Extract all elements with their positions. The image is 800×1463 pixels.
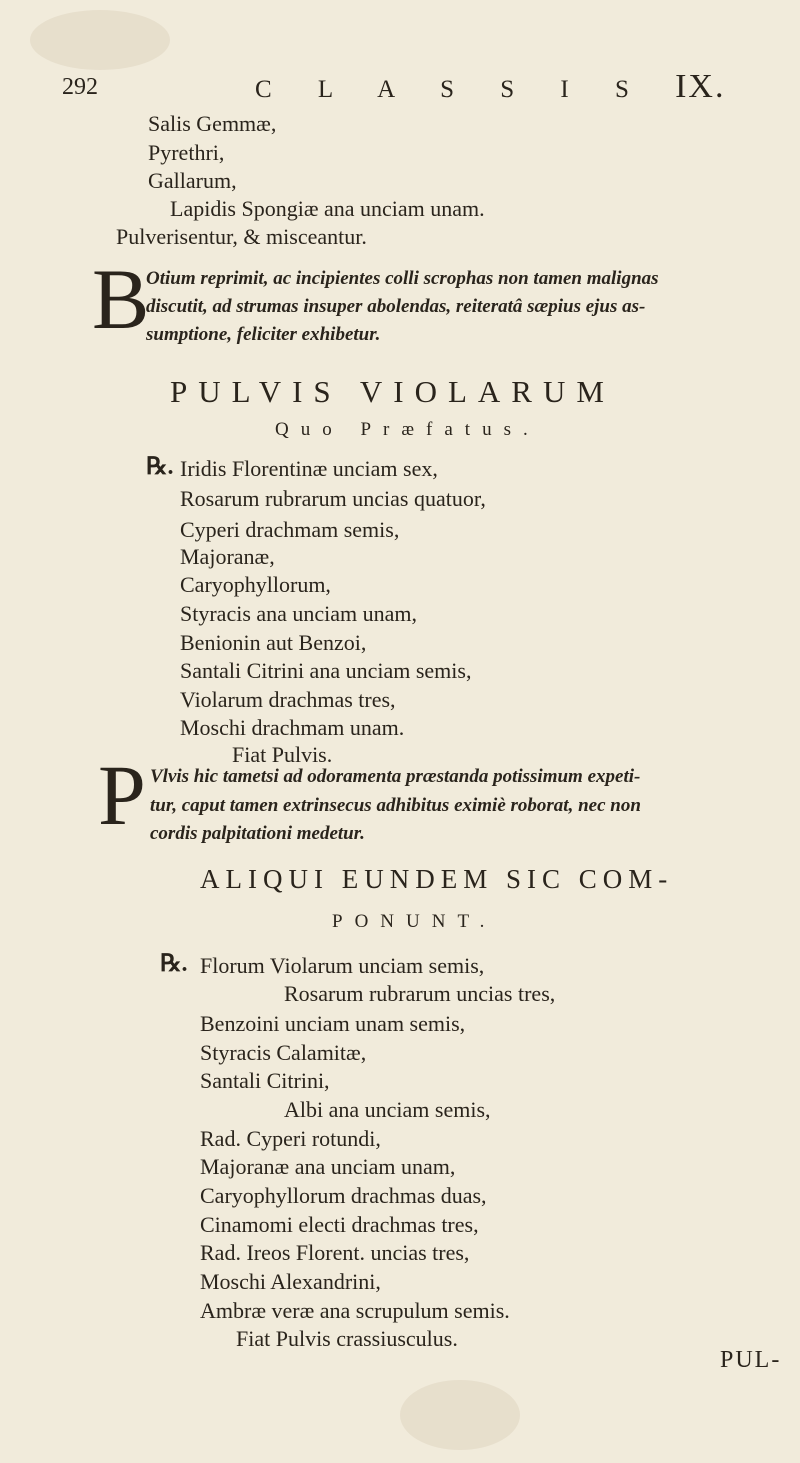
recipe3-item: Moschi Alexandrini, xyxy=(200,1269,381,1294)
note2-line: cordis palpitationi medetur. xyxy=(150,823,365,844)
list1-item: Salis Gemmæ, xyxy=(148,111,277,136)
recipe3-item: Majoranæ ana unciam unam, xyxy=(200,1154,456,1179)
note2-line: tur, caput tamen extrinsecus adhibitus eximiè roborat, nec non xyxy=(150,795,641,816)
recipe3-item: Florum Violarum unciam semis, xyxy=(200,953,485,978)
rx-symbol: ℞. xyxy=(160,951,188,977)
rx-symbol: ℞. xyxy=(146,454,174,480)
drop-cap-p: P xyxy=(98,747,146,843)
list1-item: Pyrethri, xyxy=(148,140,225,165)
running-header xyxy=(255,70,726,104)
recipe2-item: Cyperi drachmam semis, xyxy=(180,517,400,542)
recipe3-title: ALIQUI EUNDEM SIC COM- xyxy=(200,864,674,894)
recipe2-item: Caryophyllorum, xyxy=(180,572,331,597)
header-title-word: C L A S S I S xyxy=(255,76,649,103)
recipe3-instruction: Fiat Pulvis crassiusculus. xyxy=(236,1326,458,1351)
paper-stain xyxy=(30,10,170,70)
instruction-1: Pulverisentur, & misceantur. xyxy=(116,224,367,249)
recipe2-item: Moschi drachmam unam. xyxy=(180,715,405,740)
recipe3-item: Santali Citrini, xyxy=(200,1068,330,1093)
list1-item: Lapidis Spongiæ ana unciam unam. xyxy=(170,196,485,221)
note1-line: discutit, ad strumas insuper abolendas, reiteratâ sæpius ejus as- xyxy=(146,296,646,317)
recipe2-instruction: Fiat Pulvis. xyxy=(232,742,333,767)
recipe2-item: Santali Citrini ana unciam semis, xyxy=(180,658,472,683)
header-title-numeral: IX. xyxy=(675,68,726,105)
list1-item: Gallarum, xyxy=(148,168,237,193)
recipe3-subtitle: PONUNT. xyxy=(332,911,497,932)
recipe2-title: PULVIS VIOLARUM xyxy=(170,374,615,409)
recipe2-item: Majoranæ, xyxy=(180,544,275,569)
recipe3-item: Cinamomi electi drachmas tres, xyxy=(200,1212,479,1237)
recipe3-item: Rosarum rubrarum uncias tres, xyxy=(284,981,556,1006)
recipe2-item: Violarum drachmas tres, xyxy=(180,687,396,712)
recipe3-item: Rad. Cyperi rotundi, xyxy=(200,1126,381,1151)
catchword: PUL- xyxy=(720,1347,782,1373)
note1-line: Otium reprimit, ac incipientes colli scrophas non tamen malignas xyxy=(146,268,659,289)
recipe2-item: Benionin aut Benzoi, xyxy=(180,630,367,655)
page-number: 292 xyxy=(62,74,98,100)
recipe2-subtitle: Quo Præfatus. xyxy=(275,419,540,440)
note1-line: sumptione, feliciter exhibetur. xyxy=(146,324,381,345)
paper-stain xyxy=(400,1380,520,1450)
recipe3-item: Caryophyllorum drachmas duas, xyxy=(200,1183,487,1208)
note2-line: Vlvis hic tametsi ad odoramenta præstanda potissimum expeti- xyxy=(150,766,641,787)
recipe2-item: Iridis Florentinæ unciam sex, xyxy=(180,456,438,481)
recipe3-item: Ambræ veræ ana scrupulum semis. xyxy=(200,1298,510,1323)
recipe3-item: Styracis Calamitæ, xyxy=(200,1040,367,1065)
recipe3-item: Albi ana unciam semis, xyxy=(284,1097,491,1122)
recipe2-item: Styracis ana unciam unam, xyxy=(180,601,418,626)
recipe3-item: Benzoini unciam unam semis, xyxy=(200,1011,466,1036)
recipe2-item: Rosarum rubrarum uncias quatuor, xyxy=(180,486,486,511)
recipe3-item: Rad. Ireos Florent. uncias tres, xyxy=(200,1240,470,1265)
drop-cap-b: B xyxy=(92,251,150,347)
